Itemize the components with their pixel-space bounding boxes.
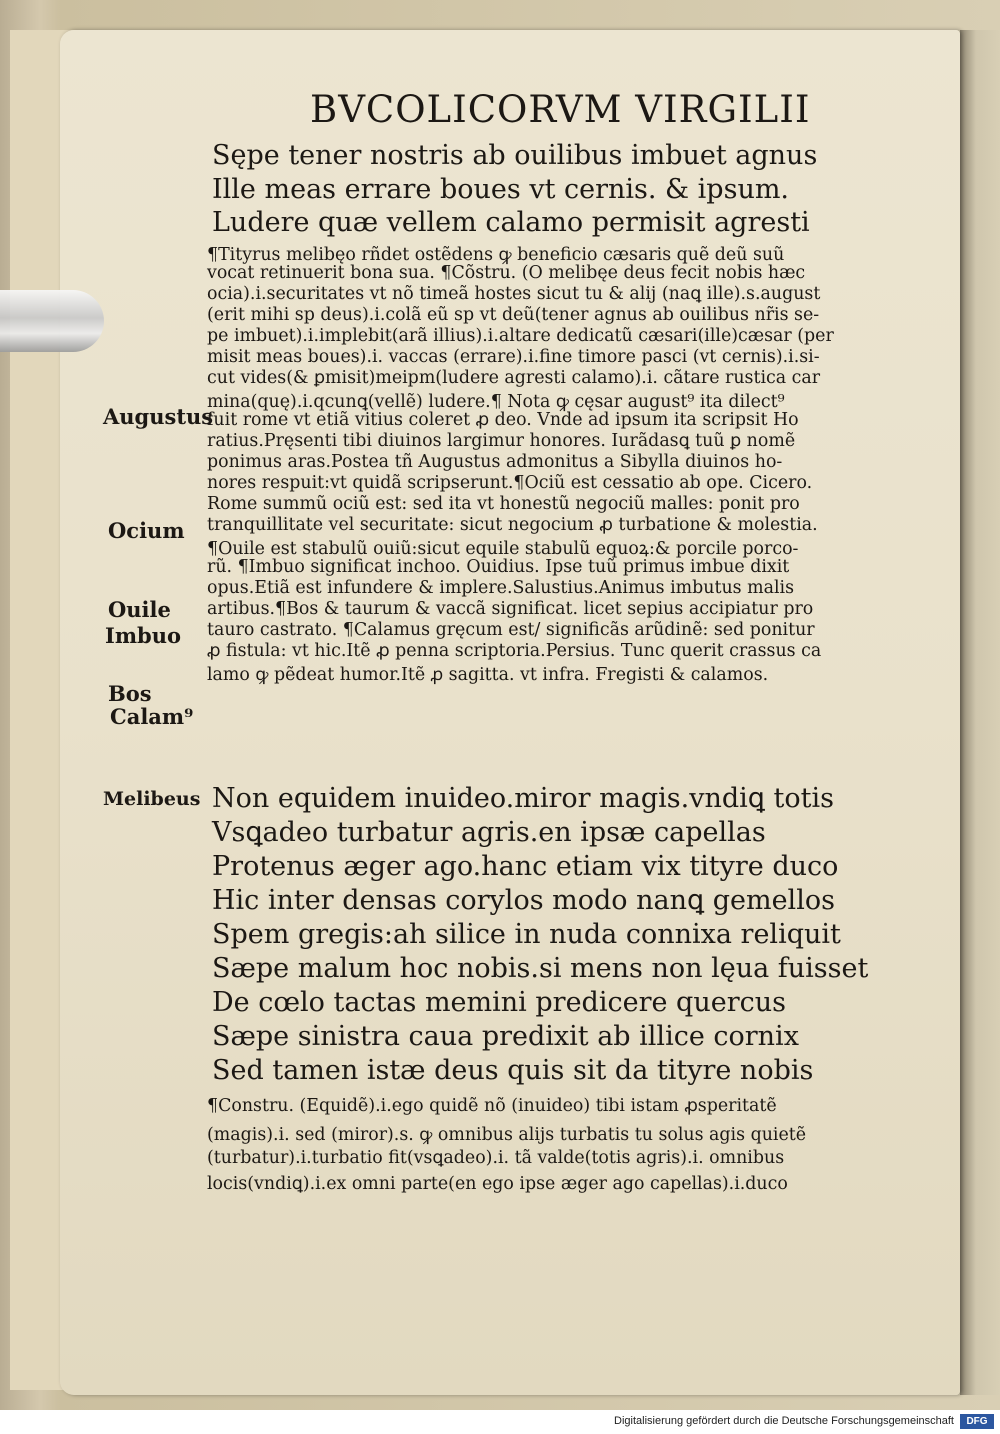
gloss-line: ¶Ouile est stabulũ ouiũ:sicut equile stabulũ equoꝝ:& porcile porco- <box>207 539 799 559</box>
gloss-line: ratius.Pręsenti tibi diuinos largimur honores. Iurãdasꝗ tuũ ꝑ nomẽ <box>207 431 796 451</box>
margin-note-ouile: Ouile <box>108 597 171 622</box>
margin-note-augustus: Augustus <box>103 404 214 429</box>
gloss-line: (erit mihi sp deus).i.colã eũ sp vt deũ(tener agnus ab ouilibus nr̃is se- <box>207 305 820 325</box>
dfg-logo: DFG <box>960 1414 994 1429</box>
gloss-line: ocia).i.securitates vt nõ timeã hostes sicut tu & alij (naꝗ ille).s.august <box>207 284 821 304</box>
verse-line: Sed tamen istæ deus quis sit da tityre nobis <box>212 1055 814 1086</box>
gloss-line: cut vides(& ꝑmisit)meipm(ludere agresti calamo).i. cãtare rustica car <box>207 368 821 388</box>
gloss-line: opus.Etiã est infundere & implere.Salustius.Animus imbutus malis <box>207 578 795 598</box>
page-title: BVCOLICORVM VIRGILII <box>310 88 811 131</box>
verse-line: Ille meas errare boues vt cernis. & ipsum. <box>212 174 790 205</box>
verse-line: Ludere quæ vellem calamo permisit agresti <box>212 207 810 238</box>
gloss-line: ponimus aras.Postea tñ Augustus admonitus a Sibylla diuinos ho- <box>207 452 783 472</box>
margin-note-calamus: Calam⁹ <box>110 704 194 729</box>
footer-credit: Digitalisierung gefördert durch die Deutsche Forschungsgemeinschaft <box>614 1415 954 1427</box>
footer-bar <box>0 1410 1000 1434</box>
gloss-line: misit meas boues).i. vaccas (errare).i.fine timore pasci (vt cernis).i.si- <box>207 347 820 367</box>
gloss-line: locis(vndiꝗ).i.ex omni parte(en ego ipse æger ago capellas).i.duco <box>207 1174 788 1194</box>
gloss-line: (magis).i. sed (miror).s. ꝙ omnibus alijs turbatis tu solus agis quietẽ <box>207 1125 807 1145</box>
verse-line: Hic inter densas corylos modo nanꝗ gemellos <box>212 885 835 916</box>
verse-line: Non equidem inuideo.miror magis.vndiꝗ totis <box>212 783 834 814</box>
verse-line: Sępe tener nostris ab ouilibus imbuet agnus <box>212 140 818 171</box>
gloss-line: Rome summũ ociũ est: sed ita vt honestũ negociũ malles: ponit pro <box>207 494 800 514</box>
gloss-line: artibus.¶Bos & taurum & vaccã significat. licet sepius accipiatur pro <box>207 599 814 619</box>
glass-page-weight <box>0 290 104 352</box>
facing-page-edge <box>960 30 1000 1395</box>
gloss-line: ꝓ fistula: vt hic.Itẽ ꝓ penna scriptoria.Persius. Tunc querit crassus ca <box>207 641 822 661</box>
verse-line: De cœlo tactas memini predicere quercus <box>212 987 786 1018</box>
margin-note-bos: Bos <box>108 681 152 706</box>
gloss-line: mina(quę).i.qcunꝗ(vellẽ) ludere.¶ Nota ꝙ cęsar august⁹ ita dilect⁹ <box>207 392 785 412</box>
margin-note-melibeus: Melibeus <box>103 788 201 810</box>
gloss-line: tauro castrato. ¶Calamus gręcum est/ significãs arũdinẽ: sed ponitur <box>207 620 815 640</box>
margin-note-ocium: Ocium <box>108 518 185 543</box>
gloss-line: fuit rome vt etiã vitius coleret ꝓ deo. Vnde ad ipsum ita scripsit Ho <box>207 410 799 430</box>
gloss-line: ¶Tityrus melibęo rñdet ostẽdens ꝙ beneficio cæsaris quẽ deũ suũ <box>207 245 785 265</box>
gloss-line: ¶Constru. (Equidẽ).i.ego quidẽ nõ (inuideo) tibi istam ꝓsperitatẽ <box>207 1096 777 1116</box>
margin-note-imbuo: Imbuo <box>105 623 182 648</box>
gloss-line: tranquillitate vel securitate: sicut negocium ꝓ turbatione & molestia. <box>207 515 818 535</box>
gloss-line: lamo ꝙ pẽdeat humor.Itẽ ꝓ sagitta. vt infra. Fregisti & calamos. <box>207 665 769 685</box>
gloss-line: vocat retinuerit bona sua. ¶Cõstru. (O melibęe deus fecit nobis hæc <box>207 263 806 283</box>
gloss-line: rũ. ¶Imbuo significat inchoo. Ouidius. Ipse tuũ primus imbue dixit <box>207 557 790 577</box>
gloss-line: pe imbuet).i.implebit(arã illius).i.altare dedicatũ cæsari(ille)cæsar (per <box>207 326 834 346</box>
verse-line: Sæpe sinistra caua predixit ab illice cornix <box>212 1021 799 1052</box>
verse-line: Vsꝗadeo turbatur agris.en ipsæ capellas <box>212 817 766 848</box>
verse-line: Sæpe malum hoc nobis.si mens non lęua fuisset <box>212 953 869 984</box>
verse-line: Spem gregis:ah silice in nuda connixa reliquit <box>212 919 841 950</box>
gloss-line: (turbatur).i.turbatio fit(vsꝗadeo).i. tã valde(totis agris).i. omnibus <box>207 1148 785 1168</box>
gloss-line: nores respuit:vt quidã scripserunt.¶Ociũ est cessatio ab ope. Cicero. <box>207 473 813 493</box>
verse-line: Protenus æger ago.hanc etiam vix tityre duco <box>212 851 839 882</box>
